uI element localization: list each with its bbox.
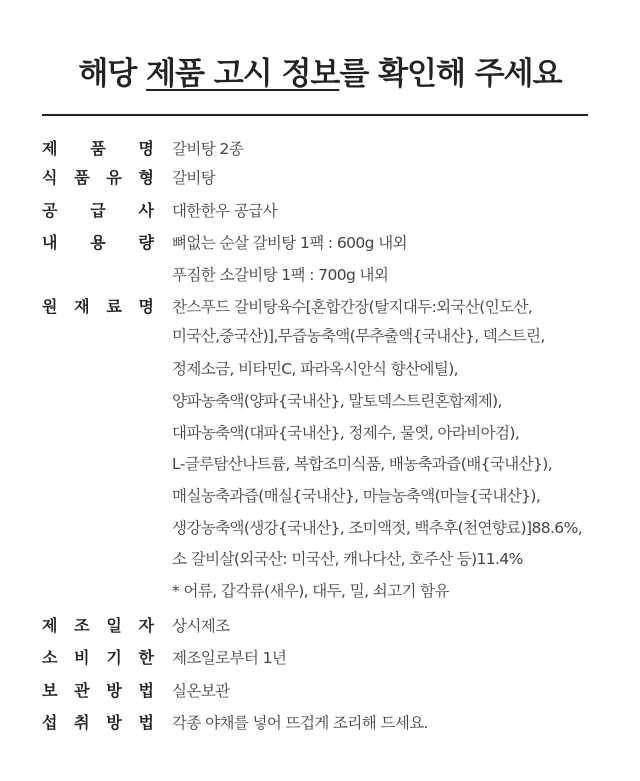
title-underlined: 제품 고시 정보: [146, 56, 340, 92]
info-row-supplier: [42, 196, 602, 226]
info-value: 매실농축과즙(매실{국내산}, 마늘농축액(마늘{국내산}),: [172, 487, 541, 505]
info-value: 각종 야채를 넣어 뜨겁게 조리해 드세요.: [172, 714, 428, 732]
info-value: 소 갈비살(외국산: 미국산, 캐나다산, 호주산 등)11.4%: [172, 550, 523, 568]
info-label: 소 비 기 한: [42, 648, 154, 667]
info-label: 원 재 료 명: [42, 297, 154, 316]
info-value: 제조일로부터 1년: [172, 649, 287, 667]
info-value: 갈비탕: [172, 169, 216, 187]
info-label: 제 품 명: [42, 139, 154, 158]
info-value: 갈비탕 2종: [172, 140, 244, 158]
allergen-line: [42, 576, 602, 606]
info-row-net-weight: [42, 228, 602, 258]
info-value: 상시제조: [172, 617, 230, 635]
info-row-expiry: [42, 643, 602, 673]
info-value: 대한한우 공급사: [172, 202, 277, 220]
info-value: 실온보관: [172, 682, 230, 700]
info-value: 찬스푸드 갈비탕육수[혼합간장(탈지대두:외국산(인도산,: [172, 298, 533, 316]
info-value: 푸짐한 소갈비탕 1팩 : 700g 내외: [172, 266, 389, 284]
info-value: L-글루탐산나트륨, 복합조미식품, 배농축과즙(배{국내산}),: [172, 455, 553, 473]
ingredients-line: [42, 481, 602, 511]
ingredients-line: [42, 513, 602, 543]
info-value: 뼈없는 순살 갈비탕 1팩 : 600g 내외: [172, 234, 407, 252]
title-prefix: 해당: [78, 56, 147, 92]
info-value: 양파농축액(양파{국내산}, 말토덱스트린혼합제제),: [172, 392, 502, 410]
info-row-manufacture-date: [42, 611, 602, 641]
info-value: 미국산,중국산)],무즙농축액(무추출액{국내산}, 덱스트린,: [172, 327, 545, 345]
ingredients-line: [42, 449, 602, 479]
ingredients-line: [42, 321, 602, 351]
ingredients-line: [42, 544, 602, 574]
info-label: 보 관 방 법: [42, 681, 154, 700]
ingredients-line: [42, 418, 602, 448]
info-value: 대파농축액(대파{국내산}, 정제수, 물엿, 아라비아검),: [172, 424, 520, 442]
page-title: [0, 48, 640, 93]
info-label: 내 용 량: [42, 233, 154, 252]
ingredients-line: [42, 354, 602, 384]
info-value: * 어류, 갑각류(새우), 대두, 밀, 쇠고기 함유: [172, 582, 449, 600]
info-row-product-name: [42, 134, 602, 164]
info-label: 식 품 유 형: [42, 168, 154, 187]
info-row-how-to-eat: [42, 708, 602, 738]
info-row-net-weight-cont: [42, 260, 602, 290]
info-value: 생강농축액(생강{국내산}, 조미액젓, 백추후(천연향료)]88.6%,: [172, 519, 583, 537]
title-suffix: 를 확인해 주세요: [339, 56, 562, 92]
info-label: 제 조 일 자: [42, 616, 154, 635]
info-row-ingredients: [42, 292, 602, 322]
info-label: 섭 취 방 법: [42, 713, 154, 732]
info-row-food-type: [42, 163, 602, 193]
title-divider: [42, 114, 588, 116]
info-label: 공 급 사: [42, 201, 154, 220]
info-value: 정제소금, 비타민C, 파라옥시안식 향산에틸),: [172, 360, 458, 378]
info-row-storage: [42, 676, 602, 706]
ingredients-line: [42, 386, 602, 416]
